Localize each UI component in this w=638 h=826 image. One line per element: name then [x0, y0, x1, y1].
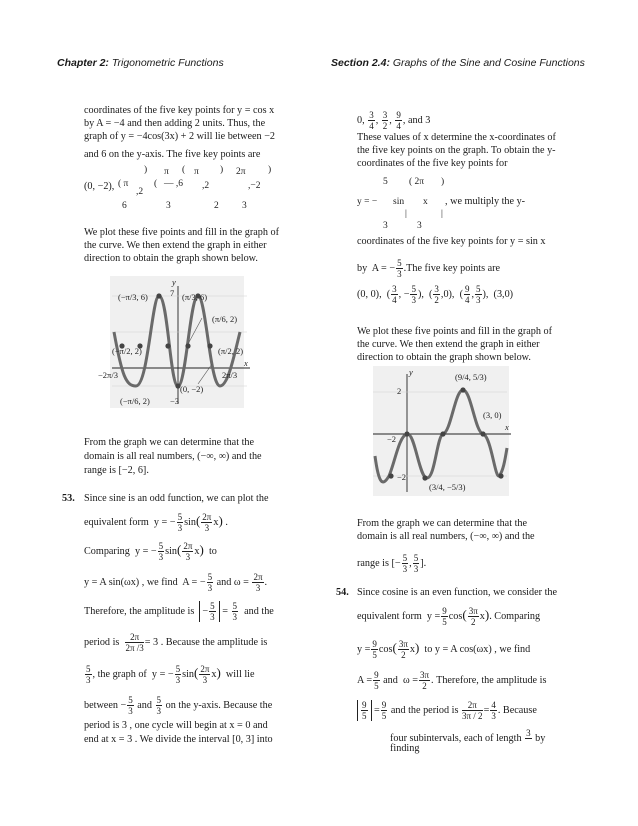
section-header: Section 2.4: Graphs of the Sine and Cosine Functions	[331, 57, 585, 69]
text-line: and 6 on the y-axis. The five key points are	[84, 149, 261, 160]
svg-text:7: 7	[170, 288, 175, 298]
text-line: the curve. We then extend the graph in either	[84, 240, 267, 251]
svg-text:sin: sin	[393, 197, 405, 207]
text-line: equivalent form y = − $\frac{5}{3}$ sin( $\frac{2\pi}{3}$ x) .	[84, 512, 228, 533]
svg-text:5: 5	[383, 177, 388, 187]
text-line: We plot these five points and fill in the graph of	[84, 227, 279, 238]
text-line: domain is all real numbers, (−∞, ∞) and the	[84, 451, 262, 462]
chapter-header: Chapter 2: Trigonometric Functions	[57, 57, 224, 69]
svg-text:|: |	[441, 209, 443, 219]
text-line: y = A sin(ωx) , we find A = − $\frac{5}{3}$ and ω = $\frac{2\pi}{3}$ .	[84, 572, 268, 593]
text-line: by A = − $\frac{5}{3}$ .The five key points are	[357, 258, 501, 279]
svg-text:−2: −2	[387, 434, 397, 444]
svg-text:— ,6: — ,6	[164, 179, 183, 189]
svg-text:(π/3, 6): (π/3, 6)	[182, 292, 208, 302]
problem-number: 54.	[336, 587, 349, 598]
svg-text:3: 3	[242, 201, 247, 211]
text-line: direction to obtain the graph shown below.	[357, 352, 531, 363]
svg-text:x: x	[505, 422, 509, 432]
svg-text:y: y	[409, 367, 413, 377]
svg-text:): )	[268, 165, 272, 175]
svg-text:x: x	[244, 358, 248, 368]
svg-text:x: x	[423, 197, 428, 207]
svg-text:(9/4, 5/3): (9/4, 5/3)	[455, 372, 487, 382]
svg-text:(: (	[154, 179, 158, 189]
svg-text:( 2π: ( 2π	[409, 177, 425, 187]
svg-text:,2: ,2	[202, 181, 210, 191]
svg-text:): )	[220, 165, 224, 175]
key-points-formula	[118, 162, 298, 220]
svg-text:|: |	[405, 209, 407, 219]
svg-text:3: 3	[383, 221, 388, 231]
svg-text:,2: ,2	[136, 187, 144, 197]
text-line: A = $\frac{9}{5}$ and ω = $\frac{3\pi}{2}$ . Therefore, the amplitude is	[357, 670, 547, 691]
svg-text:,−2: ,−2	[248, 181, 261, 191]
text-line: coordinates of the five key points for	[357, 158, 508, 169]
problem-number: 53.	[62, 493, 75, 504]
text-line: , we multiply the y-	[445, 196, 526, 207]
text-line: These values of x determine the x-coordinates of	[357, 132, 556, 143]
text-line: by A = −4 and then adding 2 units. Thus, the	[84, 118, 266, 129]
text-line: domain is all real numbers, (−∞, ∞) and the	[357, 531, 535, 542]
text-line: We plot these five points and fill in the graph of	[357, 326, 552, 337]
svg-text:(0, −2): (0, −2)	[180, 384, 204, 394]
text-line: period is $\frac{2\pi}{2\pi /3}$ = 3 . Because the amplitude is	[84, 632, 268, 653]
text-line: coordinates of the five key points for y = sin x	[357, 236, 546, 247]
svg-text:2: 2	[397, 386, 402, 396]
svg-text:(3, 0): (3, 0)	[483, 410, 502, 420]
text-line: $\frac{5}{3}$ , the graph of y = − $\frac{5}{3}$ sin( $\frac{2\pi}{3}$ x) will lie	[86, 664, 255, 685]
text-line: the five key points on the graph. To obtain the y-	[357, 145, 556, 156]
svg-text:(π/2, 2): (π/2, 2)	[218, 346, 244, 356]
text-line: finding	[390, 743, 420, 754]
svg-text:(−π/2, 2): (−π/2, 2)	[112, 346, 142, 356]
svg-text:(π/6, 2): (π/6, 2)	[212, 314, 238, 324]
svg-text:): )	[144, 165, 148, 175]
svg-text:π: π	[164, 167, 169, 177]
text-line: equivalent form y = $\frac{9}{5}$ cos( $\frac{3\pi}{2}$ x). Comparing	[357, 606, 541, 627]
text-line: period is 3 , one cycle will begin at x = 0 and	[84, 720, 268, 731]
svg-text:(3/4, −5/3): (3/4, −5/3)	[429, 482, 466, 492]
svg-text:2: 2	[214, 201, 219, 211]
text-line: Since cosine is an even function, we consider the	[357, 587, 558, 598]
svg-text:6: 6	[122, 201, 127, 211]
text-line: 0, $\frac{3}{4}$ , $\frac{3}{2}$ , $\frac{9}{4}$ , and 3	[357, 110, 431, 131]
text-line: From the graph we can determine that the	[357, 518, 528, 529]
svg-text:( π: ( π	[118, 179, 129, 189]
text-line: Comparing y = − $\frac{5}{3}$ sin( $\frac{2\pi}{3}$ x) to	[84, 541, 217, 562]
text-line: $\frac{9}{5}$ = $\frac{9}{5}$ and the period is $\frac{2\pi}{3\pi / 2}$ = $\frac{4}{3}$ . Because	[357, 700, 537, 721]
svg-text:y: y	[172, 277, 176, 287]
text-line: between − $\frac{5}{3}$ and $\frac{5}{3}$ on the y-axis. Because the	[84, 695, 273, 716]
text-line: range is [−2, 6].	[84, 465, 149, 476]
text-line: coordinates of the five key points for y = cos x	[84, 105, 275, 116]
text-line: direction to obtain the graph shown below.	[84, 253, 258, 264]
svg-text:2π: 2π	[236, 167, 246, 177]
svg-text:−3: −3	[170, 396, 180, 406]
svg-text:−2π/3: −2π/3	[98, 370, 118, 380]
svg-text:): )	[441, 177, 445, 187]
svg-text:3: 3	[166, 201, 171, 211]
text-line: graph of y = −4cos(3x) + 2 will lie between −2	[84, 131, 276, 142]
text-line: the curve. We then extend the graph in either	[357, 339, 540, 350]
text-line: Therefore, the amplitude is − $\frac{5}{3}$ = $\frac{5}{3}$ and the	[84, 601, 274, 622]
svg-text:(−π/6, 2): (−π/6, 2)	[120, 396, 150, 406]
svg-text:3: 3	[417, 221, 422, 231]
svg-text:(−π/3, 6): (−π/3, 6)	[118, 292, 148, 302]
cosine-graph	[92, 276, 262, 408]
text-line: range is [− $\frac{5}{3}$ , $\frac{5}{3}$ ].	[357, 553, 427, 574]
svg-text:(: (	[182, 165, 186, 175]
text-line: Since sine is an odd function, we can plot the	[84, 493, 269, 504]
svg-text:y = −: y = −	[357, 197, 378, 207]
text-line: From the graph we can determine that the	[84, 437, 255, 448]
text-line: end at x = 3 . We divide the interval [0, 3] into	[84, 734, 273, 745]
key-point: (0, −2),	[84, 181, 115, 192]
svg-text:π: π	[194, 167, 199, 177]
text-line: y = $\frac{9}{5}$ cos( $\frac{3\pi}{2}$ x) to y = A cos(ωx) , we find	[357, 639, 531, 660]
text-line: (0, 0), ( $\frac{3}{4}$ , − $\frac{5}{3}$ ), ( $\frac{3}{2}$ ,0), ( $\frac{9}{4}$ , $\frac{5}{3}$ ), (3,0)	[357, 284, 514, 305]
text-line: four subintervals, each of length 3 by	[390, 728, 546, 744]
svg-text:−2: −2	[397, 472, 407, 482]
sine-graph	[367, 366, 515, 496]
svg-text:2π/3: 2π/3	[222, 370, 238, 380]
